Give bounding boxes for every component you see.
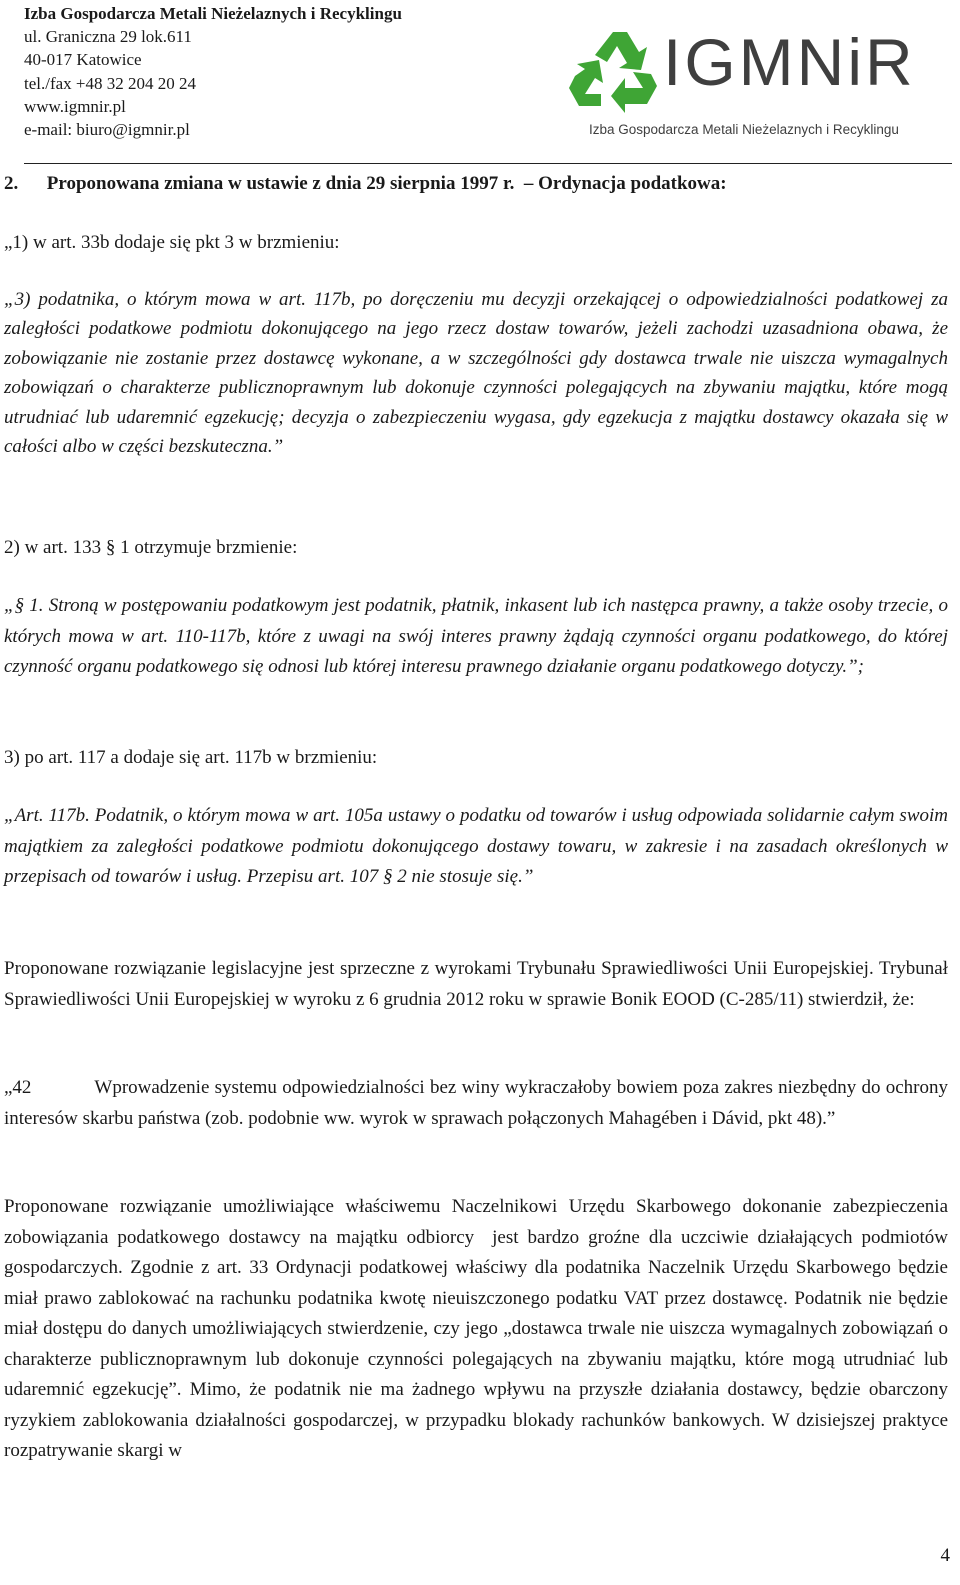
logo-subtitle: Izba Gospodarcza Metali Nieżelaznych i Recyklingu (589, 122, 899, 137)
amendment-quote-1: „3) podatnika, o którym mowa w art. 117b, po doręczeniu mu decyzji orzekającej o odpowiedzialności podatkowej za zaległości podatkowe podmiotu dokonującego na jego rzecz dostaw towarów, jeżeli zachodzi uzasadniona obawa, że zobowiązanie nie zostanie przez dostawcę wykonane, a w szczególności gdy dostawca trwale nie uiszcza wymagalnych zobowiązań o charakterze publicznoprawnym lub dokonuje czynności polegających na zbywaniu majątku, które mogą utrudniać lub udaremnić egzekucję; decyzja o zabezpieczeniu wygasa, gdy egzekucja z majątku dostawcy okazała się w całości albo w części bezskuteczna.” (4, 289, 948, 458)
igmnir-logo (565, 25, 955, 143)
address-block (24, 2, 402, 141)
paragraph-analysis: Proponowane rozwiązanie umożliwiające właściwemu Naczelnikowi Urzędu Skarbowego dokonanie zabezpieczenia zobowiązania podatkowego dostawcy na majątku odbiorcy jest bardzo groźne dla uczciwie działających podmiotów gospodarczych. Zgodnie z art. 33 Ordynacji podatkowej właściwy dla podatnika Naczelnik Urzędu Skarbowego będzie miał prawo zablokować na rachunku podatnika kwotę nieuiszczonego podatku VAT przez dostawcę. Podatnik nie będzie miał dostępu do danych umożliwiających stwierdzenie, czy jego „dostawca trwale nie uiszcza wymagalnych zobowiązań o charakterze publicznoprawnym lub dokonuje czynności polegających na zbywaniu majątku, które mogą utrudniać lub udaremnić egzekucję”. Mimo, że podatnik nie ma żadnego wpływu na przyszłe działania dostawcy, będzie obarczony ryzykiem zablokowania działalności gospodarczej, w przypadku blokady rachunków bankowych. W dzisiejszej praktyce rozpatrywanie skargi w (4, 1196, 948, 1461)
amendment-quote-3: „Art. 117b. Podatnik, o którym mowa w art. 105a ustawy o podatku od towarów i usług odpowiada solidarnie całym swoim majątkiem za zaległości podatkowe podmiotu dokonującego dostawy towaru, w zakresie i na zasadach określonych w przepisach od towarów i usług. Przepisu art. 107 § 2 nie stosuje się.” (4, 805, 948, 887)
amendment-item-2: 2) w art. 133 § 1 otrzymuje brzmienie: (4, 537, 298, 558)
city-address: 40-017 Katowice (24, 50, 142, 70)
header-divider (24, 163, 952, 164)
phone-fax: tel./fax +48 32 204 20 24 (24, 73, 197, 93)
street-address: ul. Graniczna 29 lok.611 (24, 27, 192, 47)
paragraph-judgment-intro: Proponowane rozwiązanie legislacyjne jest sprzeczne z wyrokami Trybunału Sprawiedliwości Unii Europejskiej. Trybunał Sprawiedliwości Unii Europejskiej w wyroku z 6 grudnia 2012 roku w sprawie Bonik EOOD (C-285/11) stwierdził, że: (4, 958, 948, 1010)
recycling-arrows-icon (567, 28, 659, 116)
page-number: 4 (940, 1545, 950, 1566)
amendment-item-1: „1) w art. 33b dodaje się pkt 3 w brzmieniu: (4, 232, 340, 253)
amendment-quote-2: „§ 1. Stroną w postępowaniu podatkowym jest podatnik, płatnik, inkasent lub ich następca prawny, a także osoby trzecie, o których mowa w art. 110-117b, które z uwagi na swój interes prawny żądają czynności organu podatkowego, do której czynność organu podatkowego się odnosi lub której interesu prawnego działanie organu podatkowego dotyczy.”; (4, 595, 948, 677)
organization-name: Izba Gospodarcza Metali Nieżelaznych i Recyklingu (24, 4, 402, 23)
logo-wordmark: IGMNiR (663, 25, 916, 99)
email-link[interactable]: e-mail: biuro@igmnir.pl (24, 120, 190, 140)
letterhead (0, 0, 960, 165)
section-heading: 2. Proponowana zmiana w ustawie z dnia 29 sierpnia 1997 r. – Ordynacja podatkowa: (4, 173, 727, 194)
judgment-quote: „42 Wprowadzenie systemu odpowiedzialności bez winy wykraczałoby bowiem poza zakres niezbędny do ochrony interesów skarbu państwa (zob. podobnie ww. wyrok w sprawach połączonych Mahagében i Dávid, pkt 48).” (4, 1077, 948, 1129)
amendment-item-3: 3) po art. 117 a dodaje się art. 117b w brzmieniu: (4, 747, 378, 768)
website-link[interactable]: www.igmnir.pl (24, 96, 126, 116)
